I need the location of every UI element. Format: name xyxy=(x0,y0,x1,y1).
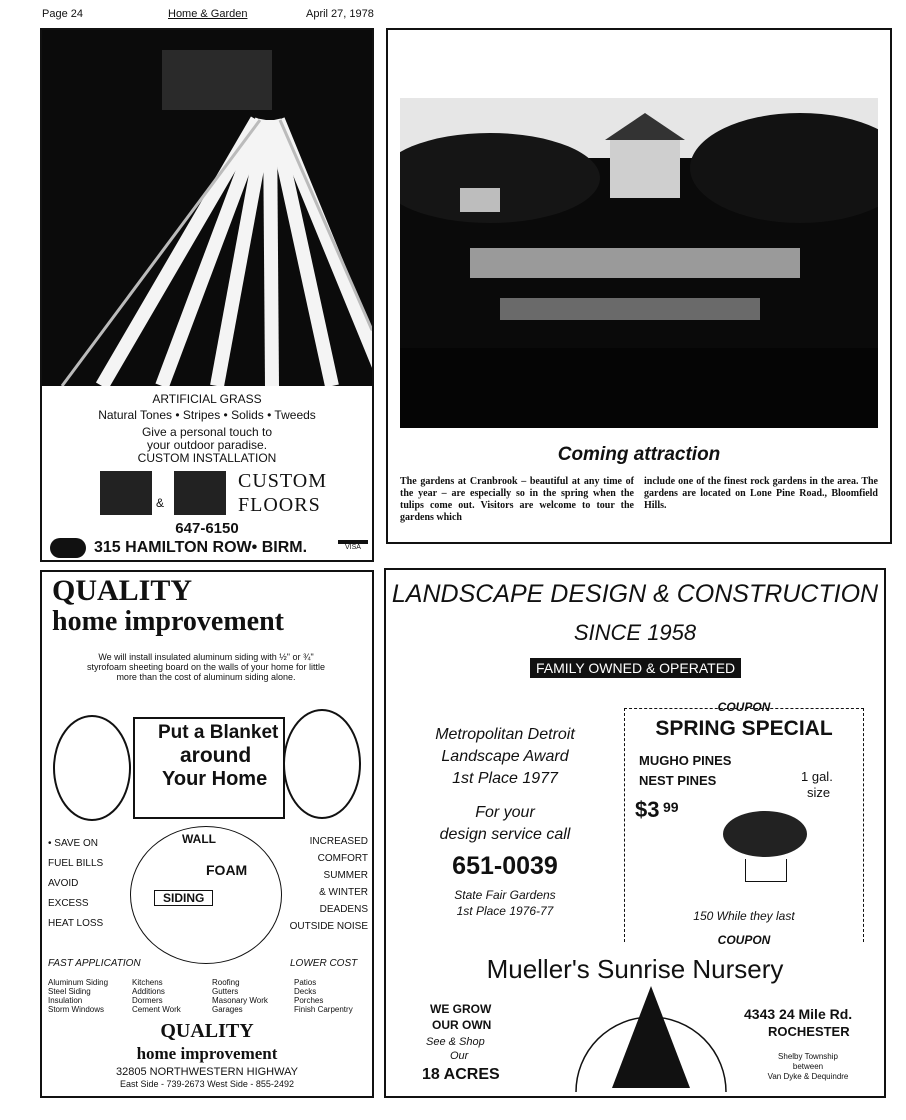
service-item: Aluminum Siding xyxy=(48,978,109,987)
floors-address: 315 HAMILTON ROW• BIRM. xyxy=(94,539,308,556)
service-item: Storm Windows xyxy=(48,1005,105,1014)
tree-sunrise-graphic xyxy=(546,980,756,1096)
nursery-name: Mueller's Sunrise Nursery xyxy=(486,954,784,984)
services-row xyxy=(48,996,368,1005)
artificial-grass-photo xyxy=(42,30,372,386)
service-item: Kitchens xyxy=(132,978,163,987)
landscape-phone: 651-0039 xyxy=(452,852,558,880)
footer-subtitle: home improvement xyxy=(136,1044,278,1063)
benefits-left xyxy=(48,838,138,938)
logo-emblem-left xyxy=(100,471,152,515)
award-line-1: Metropolitan Detroit xyxy=(435,726,575,743)
benefit-left-item: EXCESS xyxy=(48,898,89,909)
product-options: Natural Tones • Stripes • Solids • Tweeds xyxy=(98,408,316,422)
tagline-2: your outdoor paradise. xyxy=(146,438,268,452)
tagline-1: Give a personal touch to xyxy=(141,425,273,439)
quality-home-improvement-ad xyxy=(40,570,374,1098)
foam-label: FOAM xyxy=(206,862,248,878)
family-owned-badge: FAMILY OWNED & OPERATED xyxy=(530,658,741,678)
service-item: Cement Work xyxy=(132,1005,181,1014)
benefit-right-item: COMFORT xyxy=(317,853,368,864)
benefit-right-item: DEADENS xyxy=(319,904,368,915)
visa-logo: VISA xyxy=(338,540,368,558)
coupon-size-2: size xyxy=(807,785,831,800)
benefits-right xyxy=(272,836,368,938)
nursery-address-3: Shelby Township xyxy=(778,1052,838,1061)
see-line-2: Our xyxy=(450,1050,469,1062)
service-item: Porches xyxy=(294,996,324,1005)
master-charge-logo xyxy=(50,538,86,558)
coupon-size-1: 1 gal. xyxy=(801,769,833,784)
award-line-3: 1st Place 1977 xyxy=(452,770,558,787)
issue-date: April 27, 1978 xyxy=(306,8,374,20)
benefit-left-item: AVOID xyxy=(48,878,79,889)
service-item: Steel Siding xyxy=(48,987,91,996)
coupon-price: $3 xyxy=(635,797,660,822)
service-item: Decks xyxy=(294,987,317,996)
logo-ampersand: & xyxy=(156,496,165,510)
landscape-title: LANDSCAPE DESIGN & CONSTRUCTION xyxy=(391,580,879,608)
landscape-design-ad xyxy=(384,568,886,1098)
services-row xyxy=(48,1005,368,1014)
benefit-right-item: OUTSIDE NOISE xyxy=(289,921,368,932)
spring-special-heading: SPRING SPECIAL xyxy=(655,717,833,740)
siding-label: SIDING xyxy=(154,890,213,906)
logo-floors: FLOORS xyxy=(238,494,321,516)
call-line-1: For your xyxy=(475,804,535,821)
fair-line-2: 1st Place 1976-77 xyxy=(456,904,554,918)
benefit-right-item: SUMMER xyxy=(323,870,368,881)
service-item: Gutters xyxy=(212,987,239,996)
lower-cost: LOWER COST xyxy=(290,958,358,969)
grass-stripes-graphic xyxy=(42,30,372,386)
fast-application: FAST APPLICATION xyxy=(48,958,141,969)
section-name: Home & Garden xyxy=(168,8,248,20)
coupon-label-bottom: COUPON xyxy=(625,933,863,947)
fair-line-1: State Fair Gardens xyxy=(454,888,556,902)
product-name: ARTIFICIAL GRASS xyxy=(152,392,262,406)
quality-intro: We will install insulated aluminum siding with ½" or ¾" styrofoam sheeting board on the walls of your home for little more than the cost of aluminum siding alone. xyxy=(86,652,326,682)
services-row xyxy=(48,987,368,996)
logo-custom: CUSTOM xyxy=(238,470,327,492)
benefit-left-item: HEAT LOSS xyxy=(48,918,104,929)
floors-phone: 647-6150 xyxy=(175,520,239,537)
pine-pot xyxy=(745,859,787,882)
logo-emblem-right xyxy=(174,471,226,515)
banner-line-2: around xyxy=(180,744,252,767)
benefit-right-item: & WINTER xyxy=(319,887,368,898)
nursery-address-5: Van Dyke & Dequindre xyxy=(767,1072,849,1081)
banner-line-1: Put a Blanket xyxy=(158,722,279,743)
acres: 18 ACRES xyxy=(422,1066,500,1083)
quality-subtitle: home improvement xyxy=(52,606,284,637)
caption-text-col2: include one of the finest rock gardens in the area. The gardens are located on Lone Pine Road., Bloomfield Hills. xyxy=(644,476,878,511)
nursery-address-2: ROCHESTER xyxy=(768,1024,850,1039)
grow-line-1: WE GROW xyxy=(430,1002,492,1016)
quality-title: QUALITY xyxy=(52,574,193,607)
pine-foliage xyxy=(723,811,807,857)
service-item: Additions xyxy=(132,987,165,996)
coupon-while-supplies: 150 While they last xyxy=(693,909,795,923)
footer-title: QUALITY xyxy=(160,1020,254,1042)
service-item: Dormers xyxy=(132,996,163,1005)
nursery-address-4: between xyxy=(792,1062,824,1071)
cranbrook-gardens-photo xyxy=(400,98,878,428)
services-row xyxy=(48,978,368,987)
benefit-right-item: INCREASED xyxy=(309,836,368,847)
service-item: Garages xyxy=(212,1005,243,1014)
service-item: Roofing xyxy=(212,978,240,987)
pine-shrub-illustration xyxy=(715,805,815,891)
service-item: Patios xyxy=(294,978,317,987)
service-item: Masonary Work xyxy=(212,996,268,1005)
wall-label: WALL xyxy=(182,832,216,846)
page-number: Page 24 xyxy=(42,8,83,20)
footer-phones: East Side - 739-2673 West Side - 855-2492 xyxy=(120,1079,294,1089)
see-line-1: See & Shop xyxy=(426,1036,485,1048)
nursery-address-1: 4343 24 Mile Rd. xyxy=(744,1006,853,1022)
benefit-left-item: • SAVE ON xyxy=(48,838,98,849)
services-table xyxy=(48,978,368,1014)
coupon-price-cents: 99 xyxy=(663,799,679,815)
landscape-since: SINCE 1958 xyxy=(573,620,697,645)
award-line-2: Landscape Award xyxy=(441,748,569,765)
grow-line-2: OUR OWN xyxy=(432,1018,492,1032)
custom-floors-ad xyxy=(40,28,374,562)
coupon-item-2: NEST PINES xyxy=(639,773,717,788)
service-item: Insulation xyxy=(48,996,83,1005)
benefit-left-item: FUEL BILLS xyxy=(48,858,104,869)
coupon-item-1: MUGHO PINES xyxy=(639,753,732,768)
tagline-3: CUSTOM INSTALLATION xyxy=(137,451,277,465)
caption-title: Coming attraction xyxy=(557,444,721,465)
call-line-2: design service call xyxy=(439,826,571,843)
service-item: Finish Carpentry xyxy=(294,1005,353,1014)
caption-text-col1: The gardens at Cranbrook – beautiful at any time of the year – are especially so in the spring when the tulips come out. Visitors are welcome to tour the gardens which xyxy=(400,476,634,523)
footer-address: 32805 NORTHWESTERN HIGHWAY xyxy=(116,1066,298,1078)
banner-line-3: Your Home xyxy=(162,768,268,790)
spring-special-coupon[interactable] xyxy=(624,700,864,947)
cranbrook-feature xyxy=(386,28,892,544)
garden-scene-graphic xyxy=(400,98,878,428)
coupon-label-top: COUPON xyxy=(717,700,771,714)
